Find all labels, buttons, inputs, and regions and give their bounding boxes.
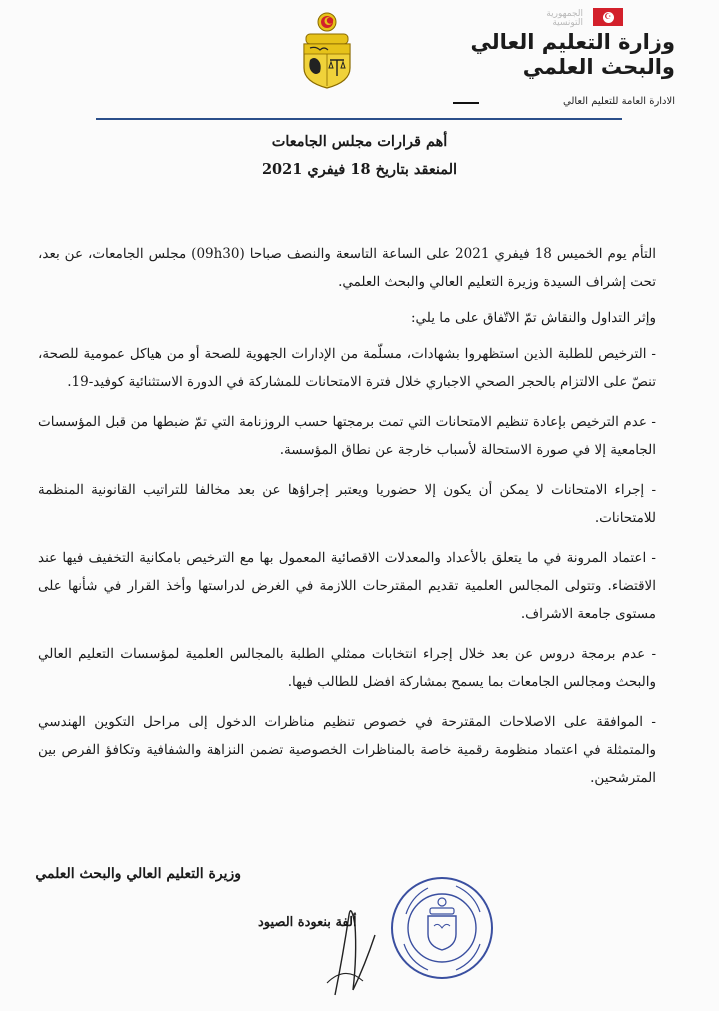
decision-item: - الموافقة على الاصلاحات المقترحة في خصوص تنظيم مناظرات الدخول إلى مراحل التكوين الهندسي والمتمثلة في اعتماد منظومة رقمية خاصة بالمناظرات الخصوصية تضمن النزاهة والشفافية وتكافؤ الفرص بين المترشحين. [38, 714, 656, 786]
republic-line-2: التونسية [552, 18, 583, 28]
republic-label [503, 10, 583, 28]
tunisia-flag-icon: ☪ [593, 8, 623, 26]
decision-item: - عدم الترخيص بإعادة تنظيم الامتحانات التي تمت برمجتها حسب الروزنامة التي تمّ ضبطها من قبل المؤسسات الجامعية إلا في صورة الاستحالة لأسباب خارجة عن نطاق المؤسسة. [38, 414, 656, 458]
title-line-1: أهم قرارات مجلس الجامعات [271, 133, 448, 150]
intro-paragraph: التأم يوم الخميس 18 فيفري 2021 على الساعة التاسعة والنصف صباحا (09h30) مجلس الجامعات، عن بعد، تحت إشراف السيدة وزيرة التعليم العالي والبحث العلمي. [38, 246, 656, 290]
document-title [0, 128, 719, 184]
title-line-2: المنعقد بتاريخ 18 فيفري 2021 [261, 161, 458, 178]
decision-item: - عدم برمجة دروس عن بعد خلال إجراء انتخابات ممثلي الطلبة بالمجالس العلمية لمؤسسات التعليم العالي والبحث ومجالس الجامعات بما يسمح بمشاركة افضل للطالب فيها. [38, 646, 656, 690]
directorate-dash [453, 102, 479, 104]
directorate-label: الادارة العامة للتعليم العالي [563, 96, 675, 107]
official-stamp-icon [388, 874, 496, 982]
signatory-title: وزيرة التعليم العالي والبحث العلمي [35, 866, 241, 882]
ministry-logo-text [465, 30, 675, 80]
header-divider [96, 118, 622, 120]
ministry-line-2: والبحث العلمي [522, 55, 675, 79]
decision-item: - إجراء الامتحانات لا يمكن أن يكون إلا حضوريا ويعتبر إجراؤها عن بعد مخالفا للتراتيب القانونية المنظمة للامتحانات. [38, 482, 656, 526]
document-body [38, 240, 656, 792]
coat-of-arms-icon [296, 10, 358, 90]
decision-item: - اعتماد المرونة في ما يتعلق بالأعداد والمعدلات الاقصائية المعمول بها مع الترخيص بامكانية التخفيف فيها عند الاقتضاء. وتتولى المجالس العلمية تقديم المقترحات اللازمة في الغرض لدراستها وأخذ القرار في شأنها على مستوى جامعة الاشراف. [38, 550, 656, 622]
ministry-line-1: وزارة التعليم العالي [470, 30, 675, 54]
lead-paragraph: وإثر التداول والنقاش تمّ الاتّفاق على ما يلي: [410, 310, 656, 326]
decision-item: - الترخيص للطلبة الذين استظهروا بشهادات، مسلّمة من الإدارات الجهوية للصحة أو من هياكل عمومية للصحة، تنصّ على الالتزام بالحجر الصحي الاجباري خلال فترة الامتحانات للمشاركة في الدورة الاستثنائية كوفيد-19. [38, 346, 656, 390]
republic-header [513, 6, 623, 28]
signatory-name: ألفة بنعودة الصيود [258, 915, 357, 930]
republic-line-1: الجمهورية [546, 9, 583, 19]
